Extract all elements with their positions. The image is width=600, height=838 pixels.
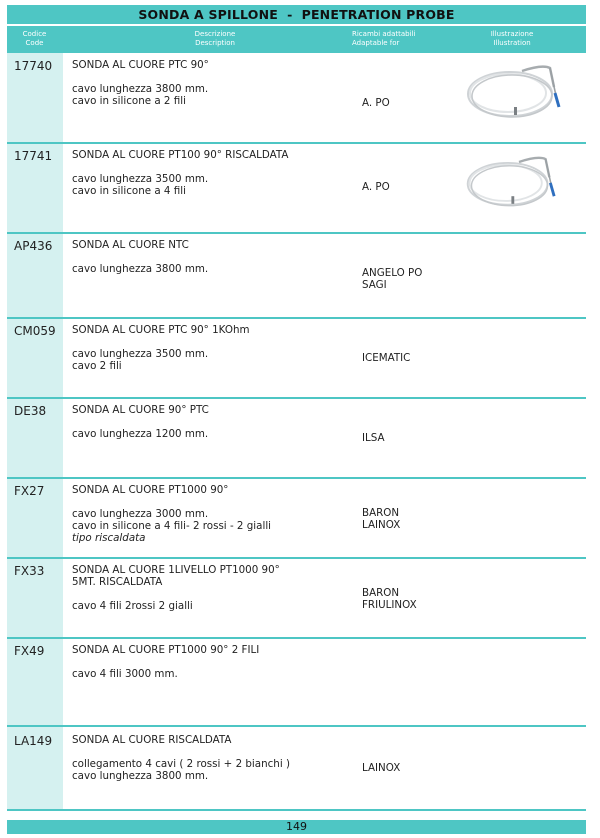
product-spec: cavo lunghezza 3800 mm. bbox=[72, 263, 209, 275]
product-code: FX33 bbox=[14, 564, 45, 578]
header-code-it: Codice bbox=[22, 30, 47, 38]
product-code: AP436 bbox=[14, 239, 53, 253]
page-title: SONDA A SPILLONE - PENETRATION PROBE bbox=[7, 5, 586, 24]
product-code: LA149 bbox=[14, 734, 53, 748]
product-description bbox=[72, 564, 347, 612]
product-note: tipo riscaldata bbox=[72, 532, 146, 544]
adaptable-brand: LAINOX bbox=[362, 762, 401, 774]
adaptable-for bbox=[362, 507, 400, 531]
product-spec: cavo lunghezza 3000 mm. bbox=[72, 508, 209, 520]
adaptable-brand: ICEMATIC bbox=[362, 352, 411, 364]
product-description bbox=[72, 59, 347, 107]
row-divider bbox=[7, 809, 586, 811]
column-header-bar bbox=[7, 26, 586, 53]
header-illustration-en: Illustration bbox=[493, 39, 531, 47]
product-title-continued: 5MT. RISCALDATA bbox=[72, 576, 163, 588]
adaptable-for bbox=[362, 762, 400, 774]
product-description bbox=[72, 644, 347, 680]
product-description bbox=[72, 239, 347, 275]
product-spec: collegamento 4 cavi ( 2 rossi + 2 bianchi ) bbox=[72, 758, 290, 770]
adaptable-brand: ANGELO PO bbox=[362, 267, 423, 279]
product-title: SONDA AL CUORE NTC bbox=[72, 239, 189, 251]
row-divider bbox=[7, 317, 586, 319]
row-divider bbox=[7, 637, 586, 639]
product-title: SONDA AL CUORE 1LIVELLO PT1000 90° bbox=[72, 564, 280, 576]
product-title: SONDA AL CUORE PT1000 90° 2 FILI bbox=[72, 644, 260, 656]
header-adaptable bbox=[352, 30, 462, 48]
header-description bbox=[70, 30, 360, 48]
product-spec: cavo lunghezza 1200 mm. bbox=[72, 428, 209, 440]
header-description-it: Descrizione bbox=[194, 30, 236, 38]
header-illustration bbox=[472, 30, 552, 48]
product-spec: cavo in silicone a 2 fili bbox=[72, 95, 186, 107]
code-column-background bbox=[7, 53, 63, 809]
row-divider bbox=[7, 557, 586, 559]
adaptable-for bbox=[362, 432, 385, 444]
header-code-en: Code bbox=[25, 39, 44, 47]
product-title: SONDA AL CUORE PT100 90° RISCALDATA bbox=[72, 149, 289, 161]
adaptable-brand: BARON bbox=[362, 507, 400, 519]
adaptable-brand: SAGI bbox=[362, 279, 387, 291]
product-code: 17740 bbox=[14, 59, 53, 73]
product-code: FX27 bbox=[14, 484, 45, 498]
row-divider bbox=[7, 477, 586, 479]
product-title: SONDA AL CUORE PT1000 90° bbox=[72, 484, 229, 496]
product-spec: cavo lunghezza 3800 mm. bbox=[72, 770, 209, 782]
product-code: DE38 bbox=[14, 404, 47, 418]
product-code: FX49 bbox=[14, 644, 45, 658]
header-illustration-it: Illustrazione bbox=[490, 30, 534, 38]
header-adaptable-it: Ricambi adattabili bbox=[352, 30, 416, 38]
product-code: 17741 bbox=[14, 149, 53, 163]
header-adaptable-en: Adaptable for bbox=[352, 39, 400, 47]
product-spec: cavo in silicone a 4 fili- 2 rossi - 2 gialli bbox=[72, 520, 272, 532]
product-spec: cavo 4 fili 2rossi 2 gialli bbox=[72, 600, 193, 612]
header-code bbox=[7, 30, 62, 48]
adaptable-for bbox=[362, 352, 410, 364]
product-title: SONDA AL CUORE 90° PTC bbox=[72, 404, 209, 416]
product-title: SONDA AL CUORE PTC 90° bbox=[72, 59, 209, 71]
product-title: SONDA AL CUORE RISCALDATA bbox=[72, 734, 232, 746]
product-spec: cavo 2 fili bbox=[72, 360, 122, 372]
header-description-en: Description bbox=[195, 39, 235, 47]
product-spec: cavo 4 fili 3000 mm. bbox=[72, 668, 178, 680]
adaptable-brand: ILSA bbox=[362, 432, 385, 444]
adaptable-brand: A. PO bbox=[362, 181, 390, 193]
product-spec: cavo lunghezza 3500 mm. bbox=[72, 348, 209, 360]
adaptable-brand: LAINOX bbox=[362, 519, 401, 531]
product-description bbox=[72, 324, 347, 372]
page-number: 149 bbox=[7, 820, 586, 834]
product-description bbox=[72, 404, 347, 440]
product-spec: cavo in silicone a 4 fili bbox=[72, 185, 186, 197]
adaptable-brand: BARON bbox=[362, 587, 400, 599]
adaptable-for bbox=[362, 97, 390, 109]
adaptable-for bbox=[362, 587, 417, 611]
product-spec: cavo lunghezza 3800 mm. bbox=[72, 83, 209, 95]
coiled-probe-cable-icon bbox=[462, 59, 562, 127]
product-spec: cavo lunghezza 3500 mm. bbox=[72, 173, 209, 185]
row-divider bbox=[7, 397, 586, 399]
product-description bbox=[72, 149, 347, 197]
adaptable-brand: FRIULINOX bbox=[362, 599, 417, 611]
product-title: SONDA AL CUORE PTC 90° 1KOhm bbox=[72, 324, 250, 336]
row-divider bbox=[7, 232, 586, 234]
product-code: CM059 bbox=[14, 324, 56, 338]
row-divider bbox=[7, 725, 586, 727]
adaptable-for bbox=[362, 181, 390, 193]
row-divider bbox=[7, 142, 586, 144]
coiled-probe-cable-icon bbox=[462, 149, 557, 217]
product-description bbox=[72, 734, 347, 782]
product-description bbox=[72, 484, 347, 544]
adaptable-brand: A. PO bbox=[362, 97, 390, 109]
adaptable-for bbox=[362, 267, 422, 291]
